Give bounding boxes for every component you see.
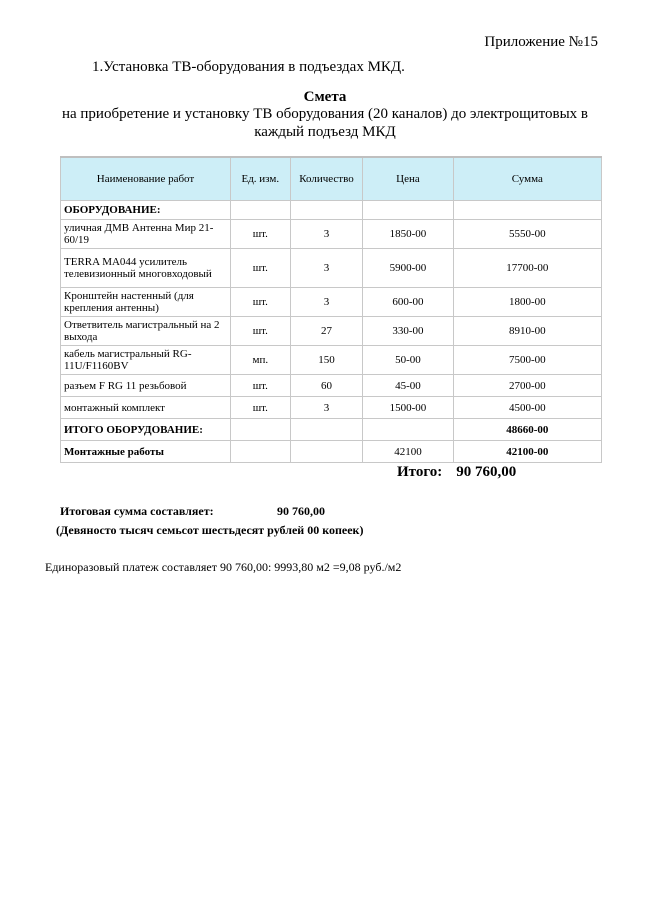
item-quantity: 150 (290, 346, 363, 375)
item-unit: шт. (231, 249, 291, 288)
installation-sum: 42100-00 (453, 441, 601, 463)
installation-label: Монтажные работы (61, 441, 231, 463)
item-name: монтажный комплект (61, 397, 231, 419)
installation-row (61, 441, 602, 463)
item-name: Ответвитель магистральный на 2 выхода (61, 317, 231, 346)
table-row (61, 220, 602, 249)
final-sum-value: 90 760,00 (277, 504, 325, 518)
item-price: 1850-00 (363, 220, 453, 249)
grand-total-value: 90 760,00 (456, 464, 517, 480)
appendix-number: Приложение №15 (484, 34, 598, 50)
grand-total (397, 464, 516, 481)
item-name: Кронштейн настенный (для крепления антенны) (61, 288, 231, 317)
item-quantity: 3 (290, 397, 363, 419)
item-price: 45-00 (363, 375, 453, 397)
item-sum: 7500-00 (453, 346, 601, 375)
item-sum: 17700-00 (453, 249, 601, 288)
section-label: ОБОРУДОВАНИЕ: (61, 201, 231, 220)
equipment-total-label: ИТОГО ОБОРУДОВАНИЕ: (61, 419, 231, 441)
equipment-total-row (61, 419, 602, 441)
item-price: 330-00 (363, 317, 453, 346)
grand-total-label: Итого: (397, 464, 443, 480)
sum-in-words: (Девяносто тысяч семьсот шестьдесят рублей 00 копеек) (56, 523, 364, 537)
final-sum-label: Итоговая сумма составляет: (60, 504, 214, 518)
item-sum: 4500-00 (453, 397, 601, 419)
item-name: кабель магистральный RG-11U/F1160BV (61, 346, 231, 375)
item-unit: шт. (231, 317, 291, 346)
estimate-table (60, 156, 602, 463)
item-unit: шт. (231, 288, 291, 317)
table-row (61, 375, 602, 397)
table-row (61, 397, 602, 419)
item-price: 50-00 (363, 346, 453, 375)
item-name: TERRA MA044 усилитель телевизионный многовходовый (61, 249, 231, 288)
equipment-total-sum: 48660-00 (453, 419, 601, 441)
column-header-quantity: Количество (290, 157, 363, 201)
item-unit: шт. (231, 375, 291, 397)
item-price: 5900-00 (363, 249, 453, 288)
column-header-unit: Ед. изм. (231, 157, 291, 201)
item-sum: 5550-00 (453, 220, 601, 249)
item-unit: шт. (231, 397, 291, 419)
item-unit: мп. (231, 346, 291, 375)
column-header-name: Наименование работ (61, 157, 231, 201)
document-title: Смета (303, 89, 347, 105)
item-name: уличная ДМВ Антенна Мир 21-60/19 (61, 220, 231, 249)
item-quantity: 60 (290, 375, 363, 397)
item-quantity: 3 (290, 249, 363, 288)
section-title: 1.Установка ТВ-оборудования в подъездах МКД. (92, 59, 405, 75)
item-unit: шт. (231, 220, 291, 249)
column-header-price: Цена (363, 157, 453, 201)
item-sum: 1800-00 (453, 288, 601, 317)
table-row (61, 249, 602, 288)
item-quantity: 3 (290, 220, 363, 249)
installation-price: 42100 (363, 441, 453, 463)
section-row (61, 201, 602, 220)
document-subtitle: на приобретение и установку ТВ оборудования (20 каналов) до электрощитовых в каждый подъезд МКД (61, 106, 589, 140)
item-sum: 2700-00 (453, 375, 601, 397)
column-header-sum: Сумма (453, 157, 601, 201)
table-row (61, 288, 602, 317)
item-price: 600-00 (363, 288, 453, 317)
item-quantity: 3 (290, 288, 363, 317)
table-row (61, 317, 602, 346)
table-row (61, 346, 602, 375)
item-quantity: 27 (290, 317, 363, 346)
table-header-row (61, 157, 602, 201)
item-price: 1500-00 (363, 397, 453, 419)
one-time-payment: Единоразовый платеж составляет 90 760,00: 9993,80 м2 =9,08 руб./м2 (45, 560, 402, 574)
item-name: разъем F RG 11 резьбовой (61, 375, 231, 397)
item-sum: 8910-00 (453, 317, 601, 346)
